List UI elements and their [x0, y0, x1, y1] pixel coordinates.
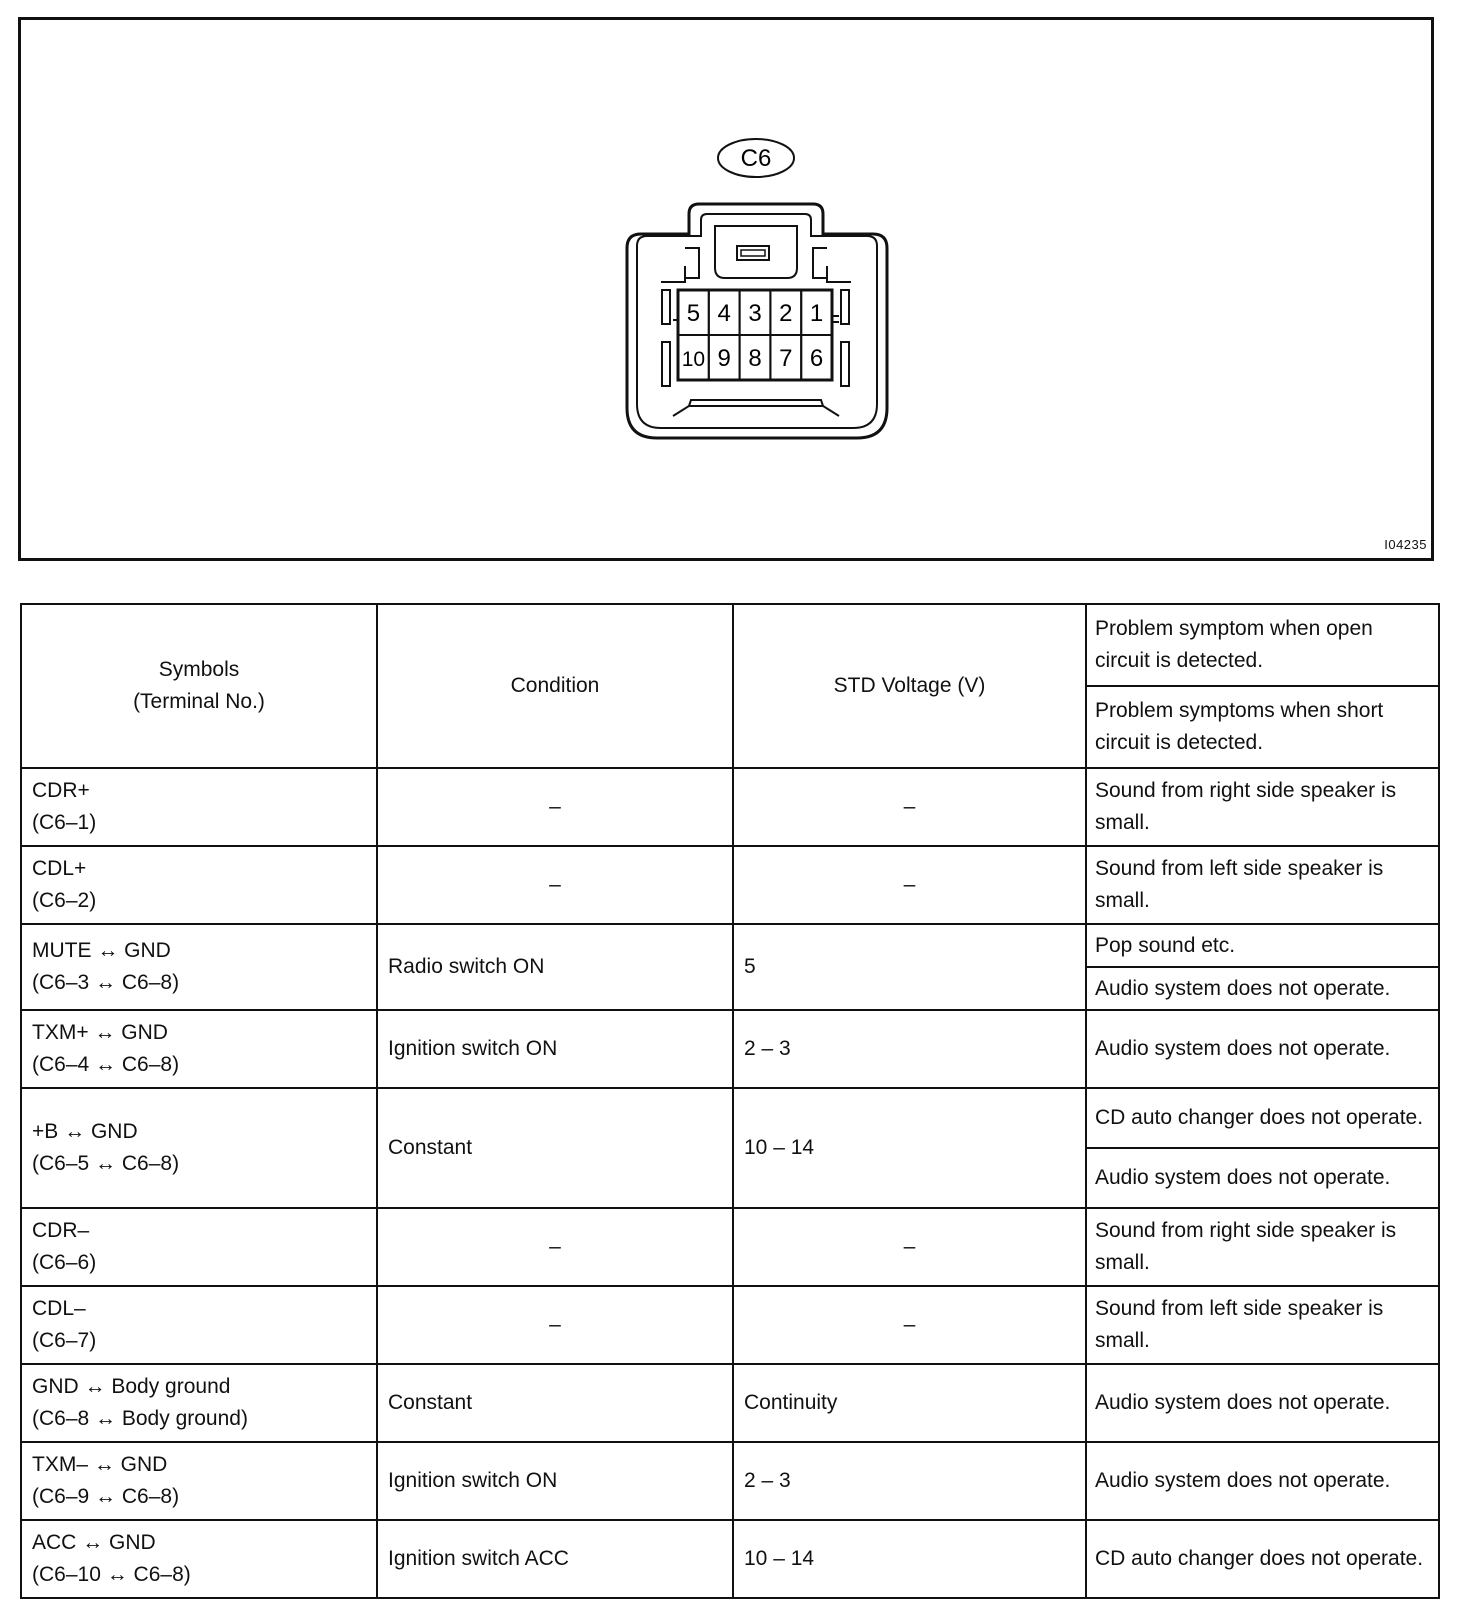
symbol-name: CDL+ [32, 857, 87, 880]
terminal-number: (C6–4 ↔ C6–8) [32, 1053, 180, 1076]
cell-std-voltage: 10 – 14 [733, 1520, 1086, 1598]
cell-condition: Ignition switch ON [377, 1010, 733, 1088]
cell-std-voltage: Continuity [733, 1364, 1086, 1442]
terminal-number: (C6–5 ↔ C6–8) [32, 1152, 180, 1175]
cell-problem-symptom: Pop sound etc. [1086, 924, 1439, 967]
pin-number: 10 [681, 348, 706, 371]
table-row [21, 924, 1439, 967]
cell-std-voltage: 2 – 3 [733, 1010, 1086, 1088]
symbol-name: GND ↔ Body ground [32, 1375, 231, 1398]
cell-problem-symptom: Sound from right side speaker is small. [1086, 768, 1439, 846]
table-row [21, 1010, 1439, 1088]
cell-std-voltage: 5 [733, 924, 1086, 1010]
cell-symbol [21, 1364, 377, 1442]
header-problem-open: Problem symptom when open circuit is detected. [1086, 604, 1439, 686]
pin-number: 1 [809, 300, 824, 327]
header-symbols: Symbols (Terminal No.) [21, 604, 377, 768]
cell-condition: Constant [377, 1364, 733, 1442]
cell-problem-symptom: Audio system does not operate. [1086, 1148, 1439, 1208]
pin-number: 5 [686, 300, 701, 327]
cell-condition: – [377, 1286, 733, 1364]
header-condition: Condition [377, 604, 733, 768]
terminal-number: (C6–8 ↔ Body ground) [32, 1407, 248, 1430]
symbol-name: +B ↔ GND [32, 1120, 138, 1143]
cell-condition: – [377, 846, 733, 924]
cell-std-voltage: – [733, 1286, 1086, 1364]
symbol-name: TXM– ↔ GND [32, 1453, 168, 1476]
cell-symbol [21, 846, 377, 924]
table-row [21, 1520, 1439, 1598]
table-row [21, 1442, 1439, 1520]
pin-number: 3 [748, 300, 762, 327]
cell-problem-symptom: Audio system does not operate. [1086, 1442, 1439, 1520]
cell-problem-symptom: Audio system does not operate. [1086, 1010, 1439, 1088]
connector-label-text: C6 [740, 145, 772, 172]
cell-std-voltage: – [733, 1208, 1086, 1286]
symbol-name: TXM+ ↔ GND [32, 1021, 168, 1044]
cell-std-voltage: – [733, 768, 1086, 846]
terminal-number: (C6–3 ↔ C6–8) [32, 971, 180, 994]
cell-problem-symptom: Audio system does not operate. [1086, 967, 1439, 1010]
table-row [21, 1088, 1439, 1148]
symbol-name: CDR+ [32, 779, 90, 802]
cell-problem-symptom: Sound from left side speaker is small. [1086, 846, 1439, 924]
cell-symbol [21, 1286, 377, 1364]
table-row [21, 768, 1439, 846]
cell-condition: Ignition switch ON [377, 1442, 733, 1520]
pin-number: 4 [717, 300, 731, 327]
symbol-name: ACC ↔ GND [32, 1531, 156, 1554]
cell-condition: – [377, 768, 733, 846]
cell-problem-symptom: CD auto changer does not operate. [1086, 1520, 1439, 1598]
cell-condition: – [377, 1208, 733, 1286]
terminal-number: (C6–10 ↔ C6–8) [32, 1563, 191, 1586]
symbol-name: MUTE ↔ GND [32, 939, 171, 962]
table-row [21, 1208, 1439, 1286]
terminal-number: (C6–6) [32, 1251, 97, 1274]
header-std-voltage: STD Voltage (V) [733, 604, 1086, 768]
cell-symbol [21, 924, 377, 1010]
pin-number: 9 [717, 345, 731, 372]
cell-problem-symptom: Sound from left side speaker is small. [1086, 1286, 1439, 1364]
cell-symbol [21, 1088, 377, 1208]
cell-problem-symptom: Audio system does not operate. [1086, 1364, 1439, 1442]
table-header-row [21, 604, 1439, 686]
cell-symbol [21, 1208, 377, 1286]
symbol-name: CDR– [32, 1219, 90, 1242]
cell-std-voltage: 10 – 14 [733, 1088, 1086, 1208]
cell-std-voltage: 2 – 3 [733, 1442, 1086, 1520]
figure-id: I04235 [1384, 537, 1427, 552]
table-row [21, 1286, 1439, 1364]
table-row [21, 1364, 1439, 1442]
pin-number: 7 [779, 345, 793, 372]
pin-grid [678, 290, 832, 380]
terminal-number: (C6–1) [32, 811, 97, 834]
header-problem-short: Problem symptoms when short circuit is detected. [1086, 686, 1439, 768]
cell-symbol [21, 1442, 377, 1520]
connector-figure [18, 17, 1434, 561]
cell-symbol [21, 768, 377, 846]
terminal-number: (C6–7) [32, 1329, 97, 1352]
cell-symbol [21, 1520, 377, 1598]
pin-number: 2 [779, 300, 793, 327]
cell-condition: Radio switch ON [377, 924, 733, 1010]
symbol-name: CDL– [32, 1297, 86, 1320]
terminal-spec-table [20, 603, 1440, 1599]
terminal-number: (C6–9 ↔ C6–8) [32, 1485, 180, 1508]
connector-diagram [21, 20, 1431, 558]
terminal-number: (C6–2) [32, 889, 97, 912]
pin-number: 6 [809, 345, 824, 372]
cell-symbol [21, 1010, 377, 1088]
connector-label [718, 139, 794, 177]
cell-condition: Constant [377, 1088, 733, 1208]
cell-std-voltage: – [733, 846, 1086, 924]
pin-number: 8 [748, 345, 762, 372]
cell-problem-symptom: Sound from right side speaker is small. [1086, 1208, 1439, 1286]
cell-condition: Ignition switch ACC [377, 1520, 733, 1598]
cell-problem-symptom: CD auto changer does not operate. [1086, 1088, 1439, 1148]
table-row [21, 846, 1439, 924]
